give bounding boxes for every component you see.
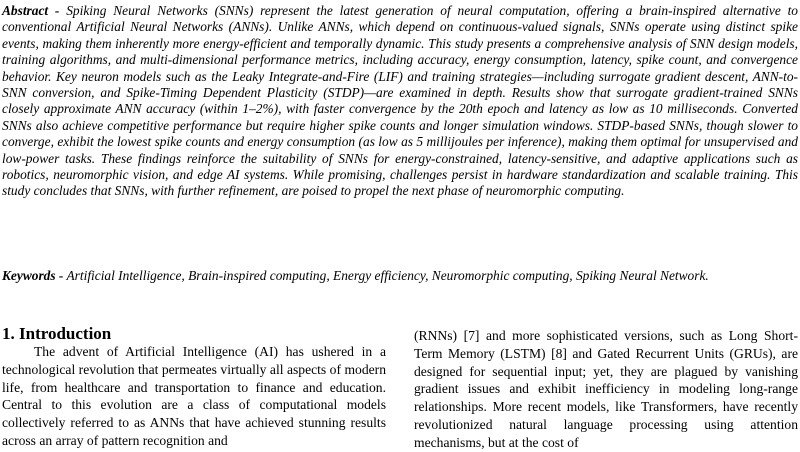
intro-paragraph-left: The advent of Artificial Intelligence (AI) has ushered in a technological revolution that permeates virtually all aspects of modern life, from healthcare and transportation to finance and education. Central to this evolution are a class of computational models collectively referred to as ANNs that have achieved stunning results across an array of pattern recognition and [2,344,386,448]
abstract-text: Spiking Neural Networks (SNNs) represent the latest generation of neural computation, offering a brain-inspired alternative to conventional Artificial Neural Networks (ANNs). Unlike ANNs, which depend on continuous-valued signals, SNNs operate using distinct spike events, making them inherently more energy-efficient and temporally dynamic. This study presents a comprehensive analysis of SNN design models, training algorithms, and multi-dimensional performance metrics, including accuracy, energy consumption, latency, spike count, and convergence behavior. Key neuron models such as the Leaky Integrate-and-Fire (LIF) and training strategies—including surrogate gradient descent, ANN-to-SNN conversion, and Spike-Timing Dependent Plasticity (STDP)—are examined in depth. Results show that surrogate gradient-trained SNNs closely approximate ANN accuracy (within 1–2%), with faster convergence by the 20th epoch and latency as low as 10 milliseconds. Converted SNNs also achieve competitive performance but require higher spike counts and longer simulation windows. STDP-based SNNs, though slower to converge, exhibit the lowest spike counts and energy consumption (as low as 5 millijoules per inference), making them optimal for unsupervised and low-power tasks. These findings reinforce the suitability of SNNs for energy-constrained, latency-sensitive, and adaptive applications such as robotics, neuromorphic vision, and edge AI systems. While promising, challenges persist in hardware standardization and scalable training. This study concludes that SNNs, with further refinement, are poised to propel the next phase of neuromorphic computing. [2,3,798,199]
left-column [2,324,386,450]
keywords-paragraph [2,268,798,284]
abstract-paragraph [2,3,798,200]
keywords-text: Artificial Intelligence, Brain-inspired computing, Energy efficiency, Neuromorphic computing, Spiking Neural Network. [66,268,709,283]
right-column [414,327,798,452]
abstract-label: Abstract - [2,3,60,18]
keywords-label: Keywords - [2,268,64,283]
intro-paragraph-right: (RNNs) [7] and more sophisticated versions, such as Long Short-Term Memory (LSTM) [8] and Gated Recurrent Units (GRUs), are designed for sequential input; yet, they are plagued by vanishing gradient issues and exhibit inefficiency in modeling long-range relationships. More recent models, like Transformers, have recently revolutionized natural language processing using attention mechanisms, but at the cost of [414,328,798,450]
section-heading-introduction: 1. Introduction [2,324,112,343]
